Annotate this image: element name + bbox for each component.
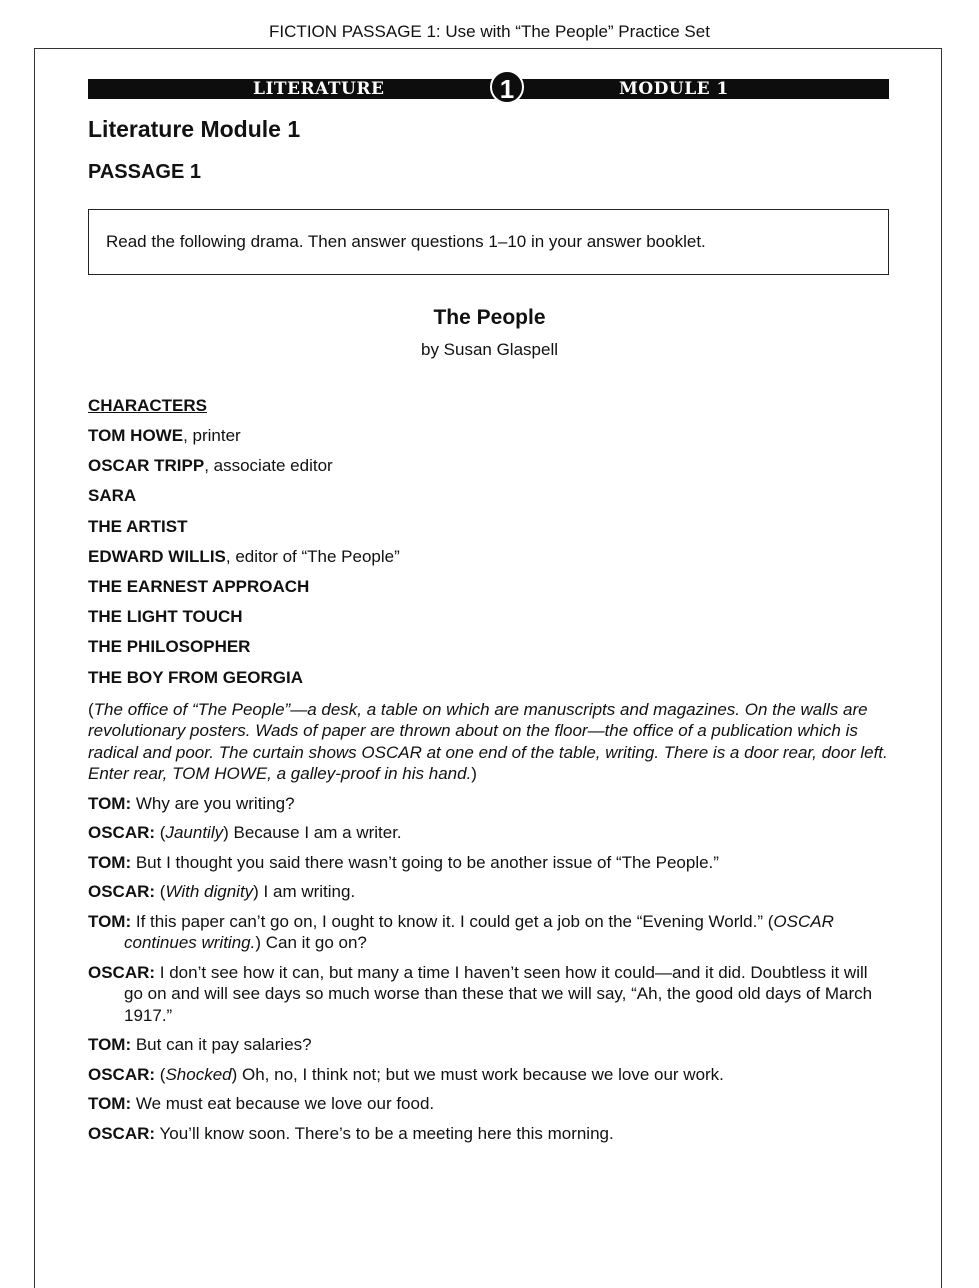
speaker-name: OSCAR: — [88, 1064, 156, 1084]
character-entry — [88, 667, 890, 697]
opening-stage-direction — [88, 699, 890, 785]
paren-close: ) — [471, 764, 477, 784]
dialogue-text: ) Oh, no, I think not; but we must work because we love our work. — [231, 1064, 724, 1084]
inline-direction: Shocked — [165, 1064, 232, 1084]
dialogue-line — [88, 852, 890, 874]
character-role: , associate editor — [204, 456, 333, 476]
dialogue-text: You’ll know soon. There’s to be a meeting here this morning. — [155, 1123, 614, 1143]
banner-module: MODULE 1 — [619, 79, 729, 99]
character-name: THE PHILOSOPHER — [88, 637, 251, 657]
character-name: THE EARNEST APPROACH — [88, 576, 310, 596]
dialogue-text: ) Because I am a writer. — [223, 823, 402, 843]
character-name: EDWARD WILLIS — [88, 546, 226, 566]
dialogue-line — [88, 881, 890, 903]
drama-author: by Susan Glaspell — [420, 340, 559, 359]
speaker-name: OSCAR: — [88, 1123, 156, 1143]
character-role: , printer — [183, 426, 241, 445]
dialogue-text: ) Can it go on? — [255, 933, 367, 953]
character-entry — [88, 485, 890, 515]
dialogue-line — [88, 911, 890, 954]
dialogue-text: I don’t see how it can, but many a time I haven’t seen how it could—and it did. Doubtless it will go on and will see days so much worse than these that we will say, “Ah, the good old days of March 1917.” — [124, 962, 873, 1025]
dialogue-line — [88, 962, 890, 1027]
inline-direction: Jauntily — [165, 823, 224, 843]
speaker-name: TOM: — [88, 793, 132, 813]
dialogue-line — [88, 1123, 890, 1145]
inline-direction: OSCAR continues writing. — [124, 911, 834, 953]
dialogue-line — [88, 1093, 890, 1115]
module-banner — [88, 74, 889, 104]
character-name: SARA — [88, 486, 137, 506]
inline-direction: With dignity — [165, 882, 254, 902]
character-entry — [88, 455, 890, 485]
dialogue-line — [88, 1064, 890, 1086]
character-name: OSCAR TRIPP — [88, 456, 205, 476]
dialogue-line — [88, 1034, 890, 1056]
dialogue-text: Why are you writing? — [131, 793, 295, 813]
character-name: THE LIGHT TOUCH — [88, 607, 243, 627]
speaker-name: OSCAR: — [88, 882, 156, 902]
character-name: THE ARTIST — [88, 516, 188, 536]
dialogue-text: ) I am writing. — [253, 882, 356, 902]
speaker-name: OSCAR: — [88, 962, 156, 982]
dialogue-text: But I thought you said there wasn’t going to be another issue of “The People.” — [131, 852, 719, 872]
dialogue-line — [88, 793, 890, 815]
module-number-badge: 1 — [490, 70, 524, 104]
speaker-name: TOM: — [88, 1094, 132, 1114]
character-entry — [88, 546, 890, 576]
dialogue-text: ( — [155, 882, 166, 902]
character-entry — [88, 606, 890, 636]
dialogue-text: ( — [155, 823, 166, 843]
page-header: FICTION PASSAGE 1: Use with “The People” Practice Set — [269, 22, 710, 41]
character-role: , editor of “The People” — [225, 546, 400, 566]
banner-subject: LITERATURE — [253, 79, 385, 99]
speaker-name: TOM: — [88, 852, 132, 872]
dialogue-text: ( — [155, 1064, 166, 1084]
stage-direction-text: The office of “The People”—a desk, a table on which are manuscripts and magazines. On the walls are revolutionary posters. Wads of paper are thrown about on the floor—the office of a publication which is radical and poor. The curtain shows OSCAR at one end of the table, writing. There is a door rear, door left. Enter rear, TOM HOWE, a galley-proof in his hand. — [88, 699, 888, 784]
character-entry — [88, 516, 890, 546]
character-entry — [88, 636, 890, 666]
instructions-text: Read the following drama. Then answer questions 1–10 in your answer booklet. — [106, 232, 706, 251]
characters-heading: CHARACTERS — [88, 396, 207, 415]
dialogue-text: If this paper can’t go on, I ought to know it. I could get a job on the “Evening World.” ( — [131, 911, 774, 931]
character-entry — [88, 576, 890, 606]
character-entry — [88, 425, 890, 455]
character-name: TOM HOWE — [88, 426, 184, 445]
module-title: Literature Module 1 — [88, 116, 301, 142]
paren-open: ( — [88, 699, 94, 719]
dialogue-text: But can it pay salaries? — [131, 1035, 312, 1055]
character-name: THE BOY FROM GEORGIA — [88, 667, 304, 687]
speaker-name: TOM: — [88, 911, 132, 931]
speaker-name: TOM: — [88, 1035, 132, 1055]
passage-label: PASSAGE 1 — [88, 161, 201, 183]
drama-body — [88, 395, 890, 1152]
speaker-name: OSCAR: — [88, 823, 156, 843]
dialogue-text: We must eat because we love our food. — [131, 1094, 435, 1114]
dialogue-line — [88, 822, 890, 844]
instructions-box — [88, 209, 889, 275]
drama-title: The People — [433, 306, 546, 329]
